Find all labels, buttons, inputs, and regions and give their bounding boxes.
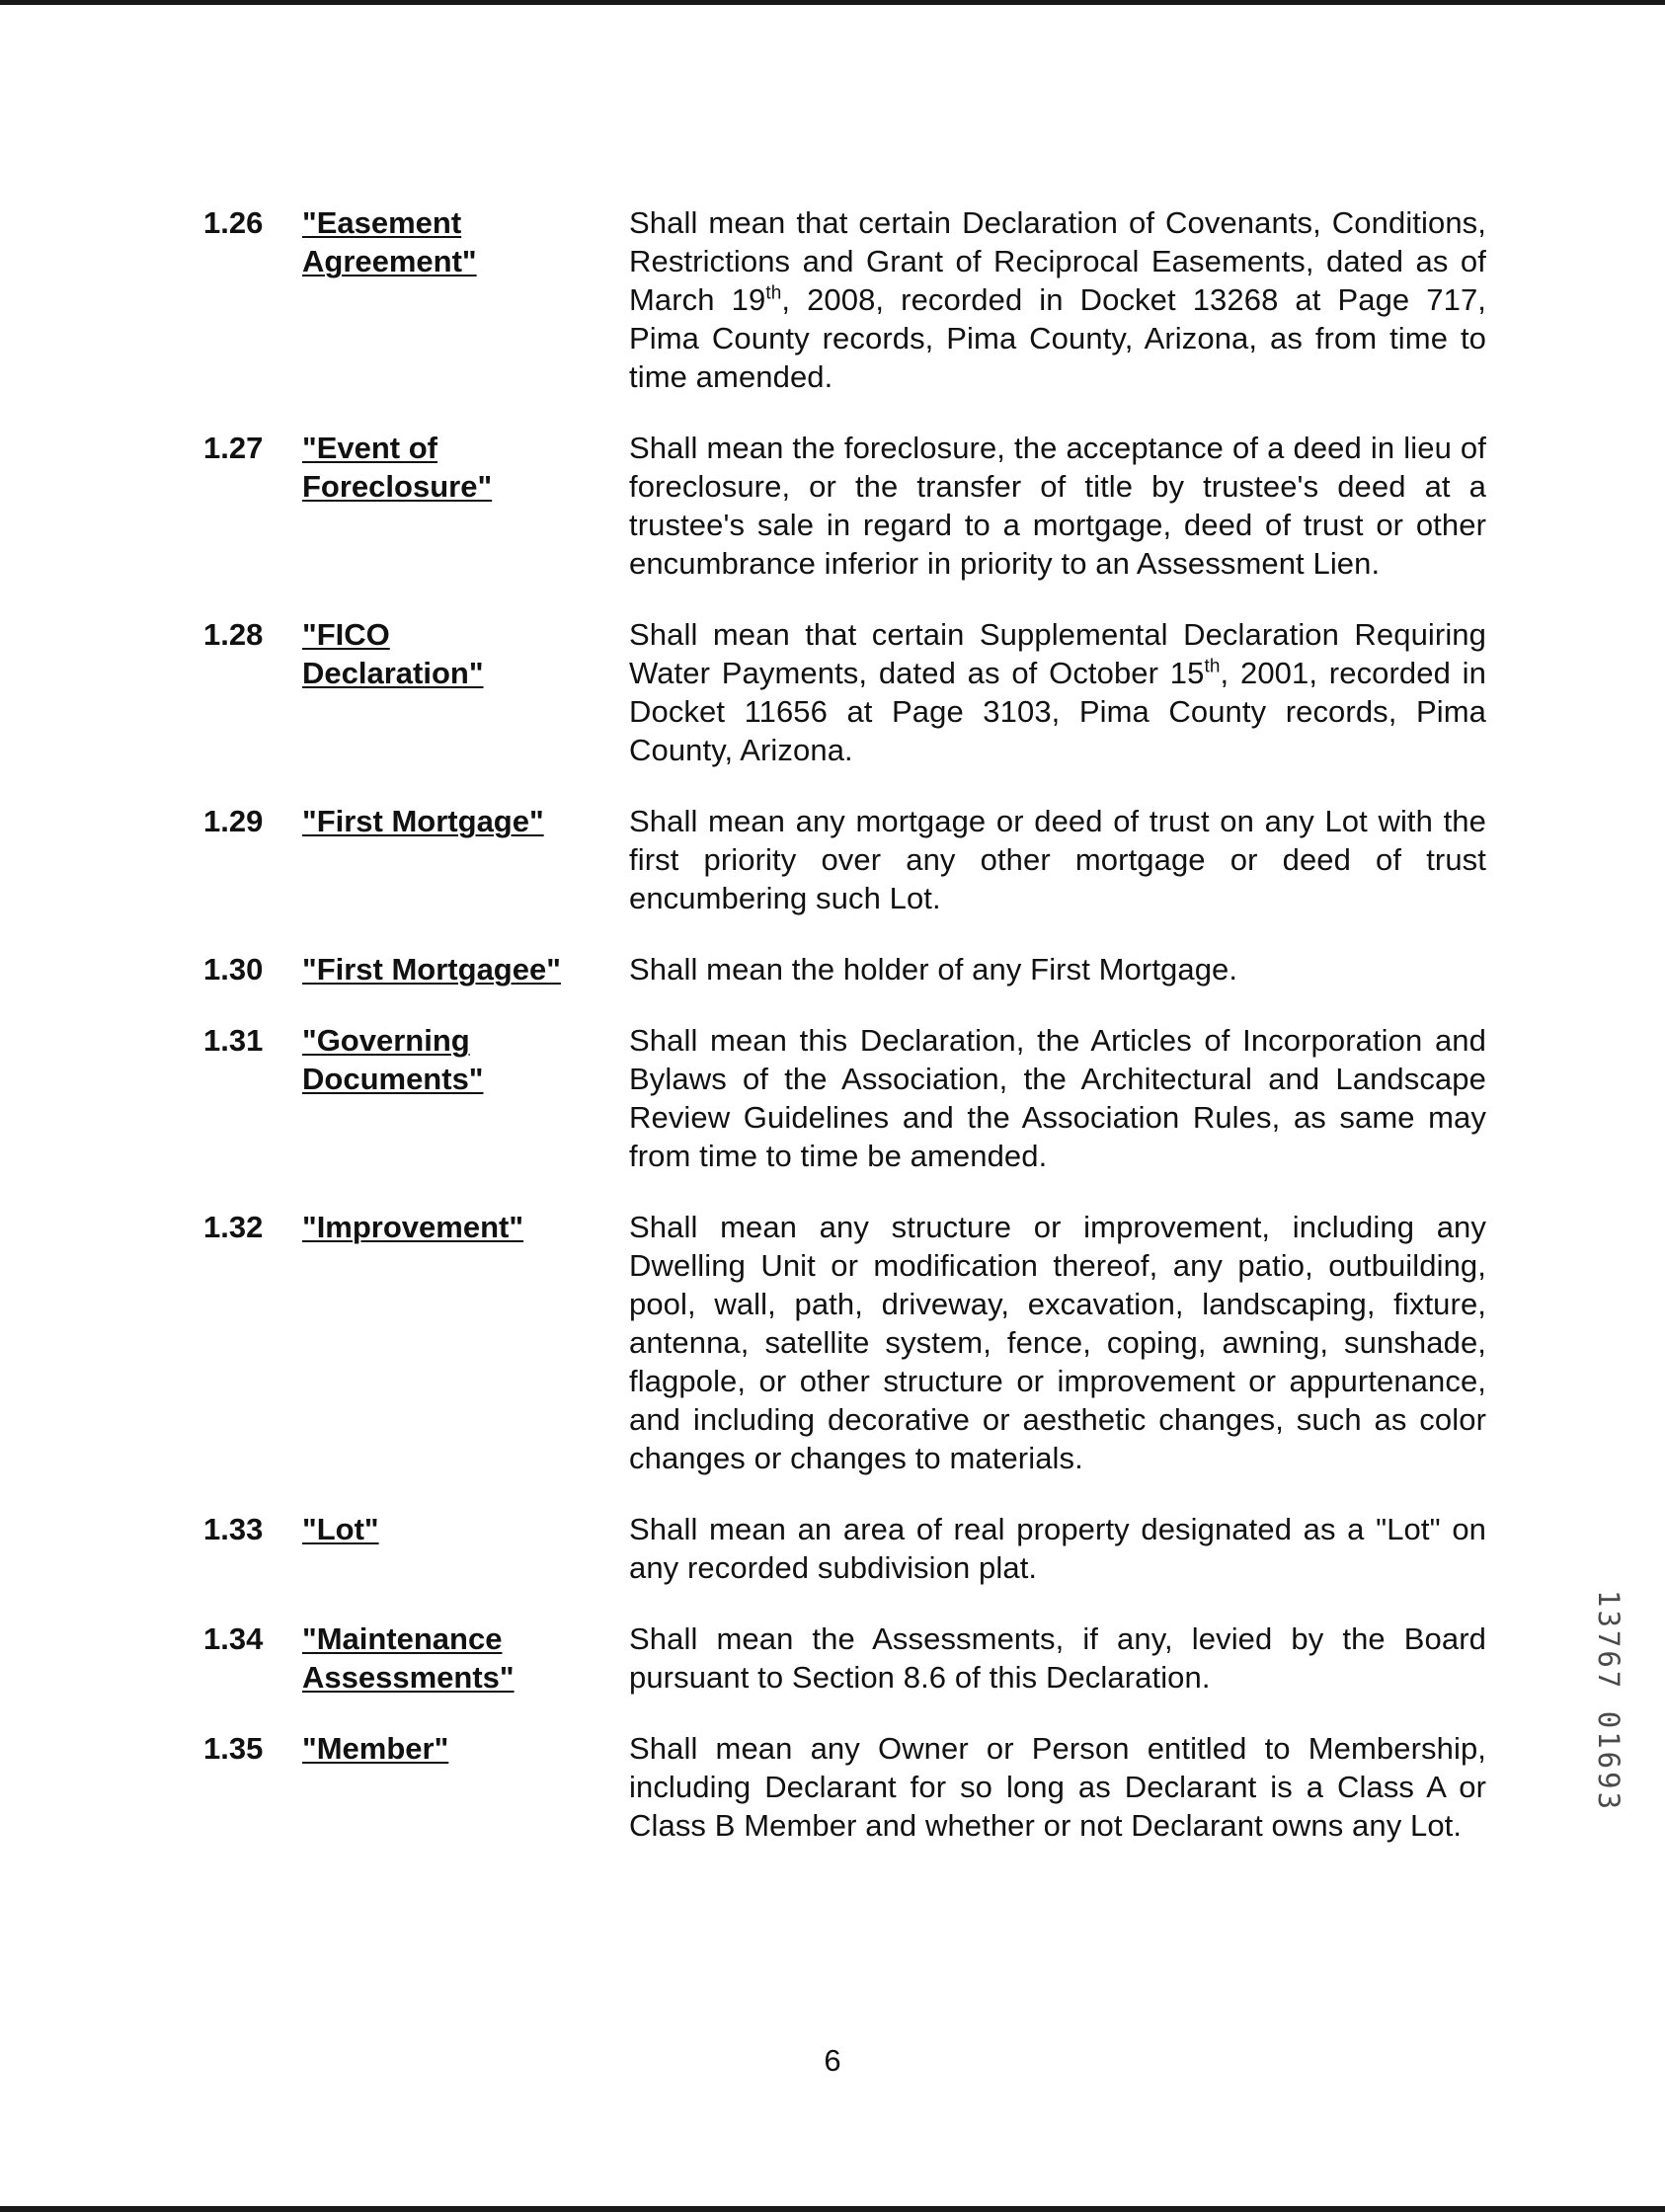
section-number: 1.30 — [203, 952, 264, 987]
section-number: 1.33 — [203, 1512, 264, 1546]
ordinal-suffix: th — [1204, 656, 1221, 677]
defined-term — [302, 429, 629, 506]
section-number: 1.27 — [203, 431, 264, 465]
defined-term — [302, 1729, 629, 1768]
definitions-list — [203, 203, 1487, 1877]
definition-text: Shall mean this Declaration, the Articles of Incorporation and Bylaws of the Association, the Architectural and Landscape Review Guidelines and the Association Rules, as same may from time to time be amended. — [629, 1023, 1486, 1173]
term-line: "Member" — [302, 1731, 449, 1766]
section-number: 1.32 — [203, 1210, 264, 1244]
term-line: "Maintenance — [302, 1621, 503, 1656]
definition-entry — [203, 203, 1487, 396]
term-line: "First Mortgage" — [302, 804, 544, 838]
definition-text: Shall mean the foreclosure, the acceptance of a deed in lieu of foreclosure, or the transfer of title by trustee's deed at a trustee's sale in regard to a mortgage, deed of trust or other encumbrance inferior in priority to an Assessment Lien. — [629, 431, 1486, 581]
definition-text: Shall mean the Assessments, if any, levied by the Board pursuant to Section 8.6 of this Declaration. — [629, 1621, 1486, 1695]
defined-term — [302, 950, 629, 988]
page-number: 6 — [824, 2043, 841, 2078]
section-number: 1.34 — [203, 1621, 264, 1656]
recording-stamp-text: 13767 01693 — [1592, 1590, 1625, 1813]
defined-term — [302, 1021, 629, 1098]
definition-entry — [203, 1021, 1487, 1175]
definition-entry — [203, 950, 1487, 988]
term-line: "Event of — [302, 431, 437, 465]
definition-text: Shall mean any Owner or Person entitled to Membership, including Declarant for so long as Declarant is a Class A or Class B Member and whether or not Declarant owns any Lot. — [629, 1731, 1486, 1843]
definition-part: , 2001, recorded in Docket 11656 at Page 3103, Pima County records, Pima County, Arizona. — [629, 656, 1487, 767]
defined-term — [302, 1208, 629, 1246]
section-number: 1.26 — [203, 205, 264, 240]
section-number: 1.28 — [203, 617, 264, 652]
term-line: Agreement" — [302, 244, 477, 278]
defined-term — [302, 1620, 629, 1697]
definition-entry — [203, 802, 1487, 917]
ordinal-suffix: th — [765, 282, 782, 304]
definition-text: Shall mean the holder of any First Mortgage. — [629, 952, 1238, 987]
definition-text: Shall mean an area of real property designated as a "Lot" on any recorded subdivision plat. — [629, 1512, 1486, 1585]
definition-text — [629, 203, 1486, 396]
recording-stamp — [1594, 1590, 1624, 1886]
term-line: "First Mortgagee" — [302, 952, 561, 987]
definition-entry — [203, 1510, 1487, 1587]
term-line: "Improvement" — [302, 1210, 524, 1244]
defined-term — [302, 615, 629, 692]
term-line: Foreclosure" — [302, 469, 493, 504]
defined-term — [302, 802, 629, 840]
defined-term — [302, 203, 629, 280]
term-line: Documents" — [302, 1062, 484, 1096]
term-line: "Governing — [302, 1023, 470, 1058]
term-line: "Lot" — [302, 1512, 379, 1546]
term-line: Declaration" — [302, 656, 484, 690]
section-number: 1.31 — [203, 1023, 264, 1058]
term-line: Assessments" — [302, 1660, 515, 1695]
term-line: "Easement — [302, 205, 462, 240]
definition-entry — [203, 1620, 1487, 1697]
definition-part: Shall mean that certain Supplemental Declaration Requiring Water Payments, dated as of October 15 — [629, 617, 1486, 690]
bottom-scan-edge — [0, 2206, 1665, 2212]
top-scan-edge — [0, 0, 1665, 5]
term-line: "FICO — [302, 617, 390, 652]
definition-entry — [203, 1729, 1487, 1845]
definition-text — [629, 615, 1486, 769]
definition-part: Shall mean that certain Declaration of Covenants, Conditions, Restrictions and Grant of Reciprocal Easements, dated as of March 19 — [629, 205, 1486, 317]
section-number: 1.35 — [203, 1731, 264, 1766]
definition-entry — [203, 429, 1487, 583]
defined-term — [302, 1510, 629, 1548]
section-number: 1.29 — [203, 804, 264, 838]
definition-text: Shall mean any structure or improvement, including any Dwelling Unit or modification thereof, any patio, outbuilding, pool, wall, path, driveway, excavation, landscaping, fixture, antenna, satellite system, fence, coping, awning, sunshade, flagpole, or other structure or improvement or appurtenance, and including decorative or aesthetic changes, such as color changes or changes to materials. — [629, 1210, 1486, 1475]
definition-entry — [203, 1208, 1487, 1477]
definition-part: , 2008, recorded in Docket 13268 at Page 717, Pima County records, Pima County, Arizona, as from time to time amended. — [629, 282, 1486, 394]
definition-text: Shall mean any mortgage or deed of trust on any Lot with the first priority over any other mortgage or deed of trust encumbering such Lot. — [629, 804, 1486, 915]
definition-entry — [203, 615, 1487, 769]
